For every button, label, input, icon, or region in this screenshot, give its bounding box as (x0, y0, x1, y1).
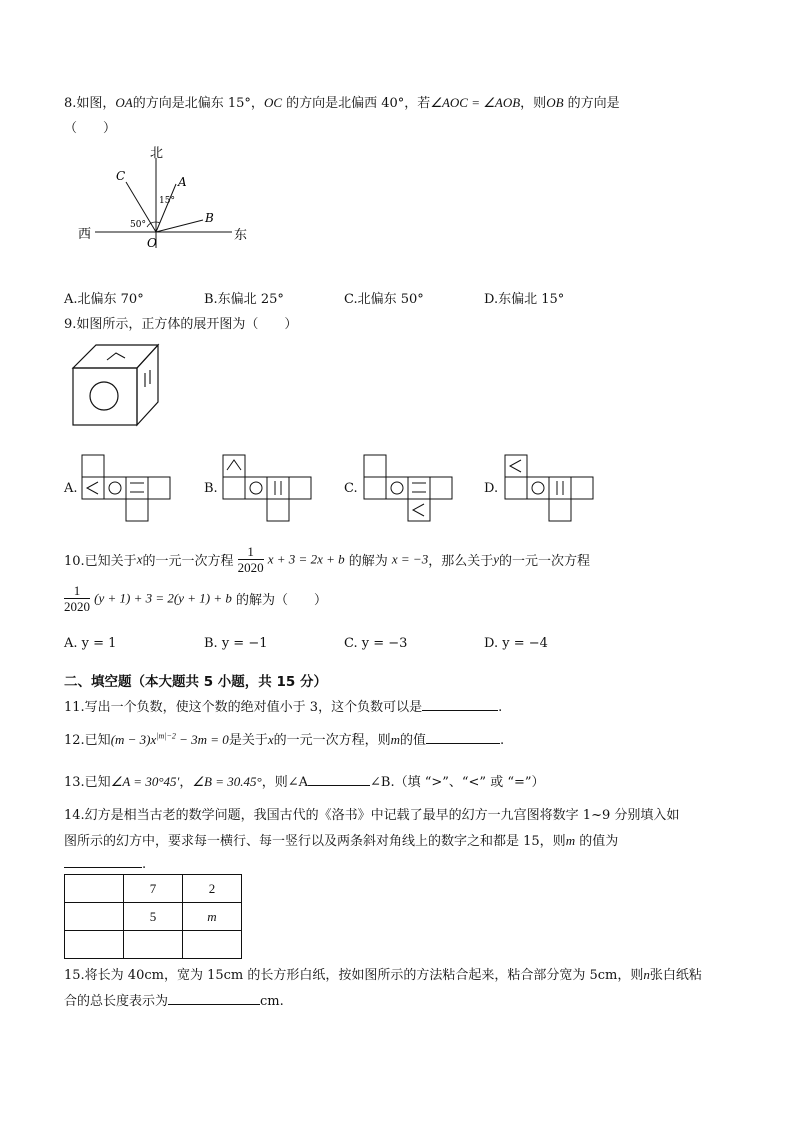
q12-answer-blank[interactable] (426, 731, 500, 744)
q12-stem: 12.已知$(m - 3)x^{|m|-2} - 3m = 0$是关于x的一元一次方程，则m的值 . (64, 731, 505, 748)
label-15: 15° (159, 196, 175, 206)
q9-option-a-label[interactable]: A. (64, 481, 78, 496)
q8-option-a[interactable]: A.北偏东 70° (64, 292, 144, 307)
table-row (65, 931, 242, 959)
label-north: 北 (150, 146, 164, 161)
q13-answer-blank[interactable] (308, 773, 370, 786)
section-2-header: 二、填空题（本大题共 5 小题，共 15 分） (64, 674, 327, 690)
q15-line2: 合的总长度表示为 cm. (64, 994, 284, 1009)
magic-cell (124, 931, 183, 959)
label-50: 50° (130, 220, 146, 230)
magic-cell (65, 875, 124, 903)
table-row (65, 903, 242, 931)
q10-fraction-1: $\frac{1}{2020}$ (237, 544, 264, 575)
magic-cell: 7 (124, 875, 183, 903)
q8-option-d[interactable]: D.东偏北 15° (484, 292, 565, 307)
q10-option-d[interactable]: D. y = −4 (484, 636, 548, 651)
q14-line2: 图所示的幻方中，要求每一横行、每一竖行以及两条斜对角线上的数字之和都是 15，则m 的值为 (64, 833, 619, 849)
q14-answer-blank[interactable] (64, 855, 142, 868)
q10-line2: $\frac{1}{2020}$ (y + 1) + 3 = 2(y + 1) + b 的解为（ ） (64, 583, 327, 614)
magic-cell (183, 931, 242, 959)
magic-cell: 5 (124, 903, 183, 931)
q10-option-c[interactable]: C. y = −3 (344, 636, 408, 651)
q8-answer-paren: （ ） (64, 121, 117, 136)
q8-option-c[interactable]: C.北偏东 50° (344, 292, 424, 307)
q10-option-a[interactable]: A. y = 1 (64, 636, 117, 651)
q8-option-b[interactable]: B.东偏北 25° (204, 292, 284, 307)
q8-stem: 8.如图，OA的方向是北偏东 15°，OC 的方向是北偏西 40°，若∠AOC = ∠AOB，则OB 的方向是 (64, 95, 620, 111)
q11-answer-blank[interactable] (422, 698, 498, 711)
q10-fraction-2: $\frac{1}{2020}$ (64, 583, 90, 614)
magic-cell: m (183, 903, 242, 931)
label-b: B (205, 211, 214, 225)
q15-answer-blank[interactable] (168, 992, 260, 1005)
magic-cell: 2 (183, 875, 242, 903)
magic-cell (65, 903, 124, 931)
magic-cell (65, 931, 124, 959)
q10-option-b[interactable]: B. y = −1 (204, 636, 268, 651)
label-east: 东 (234, 228, 248, 243)
q13-stem: 13.已知∠A = 30°45′，∠B = 30.45°，则∠A ∠B.（填 “>”、“<” 或 “=”） (64, 774, 545, 790)
q9-option-c-label[interactable]: C. (344, 481, 358, 496)
label-o: O (147, 236, 157, 250)
q10-line1: 10.已知关于x的一元一次方程 $\frac{1}{2020}$ x + 3 = 2x + b 的解为 x = −3，那么关于y的一元一次方程 (64, 544, 591, 575)
q9-stem: 9.如图所示，正方体的展开图为（ ） (64, 317, 298, 332)
label-c: C (116, 169, 126, 183)
q15-line1: 15.将长为 40cm，宽为 15cm 的长方形白纸，按如图所示的方法粘合起来，粘合部分宽为 5cm，则n张白纸粘 (64, 967, 702, 983)
q14-line3: . (64, 855, 146, 872)
q9-option-d-label[interactable]: D. (484, 481, 499, 496)
label-a: A (178, 175, 187, 189)
q14-line1: 14.幻方是相当古老的数学问题，我国古代的《洛书》中记载了最早的幻方一九宫图将数字 1~9 分别填入如 (64, 808, 680, 823)
q11-stem: 11.写出一个负数，使这个数的绝对值小于 3，这个负数可以是 . (64, 700, 503, 715)
table-row (65, 875, 242, 903)
q9-option-b-label[interactable]: B. (204, 481, 218, 496)
label-west: 西 (78, 227, 92, 242)
magic-square-table (64, 874, 242, 959)
